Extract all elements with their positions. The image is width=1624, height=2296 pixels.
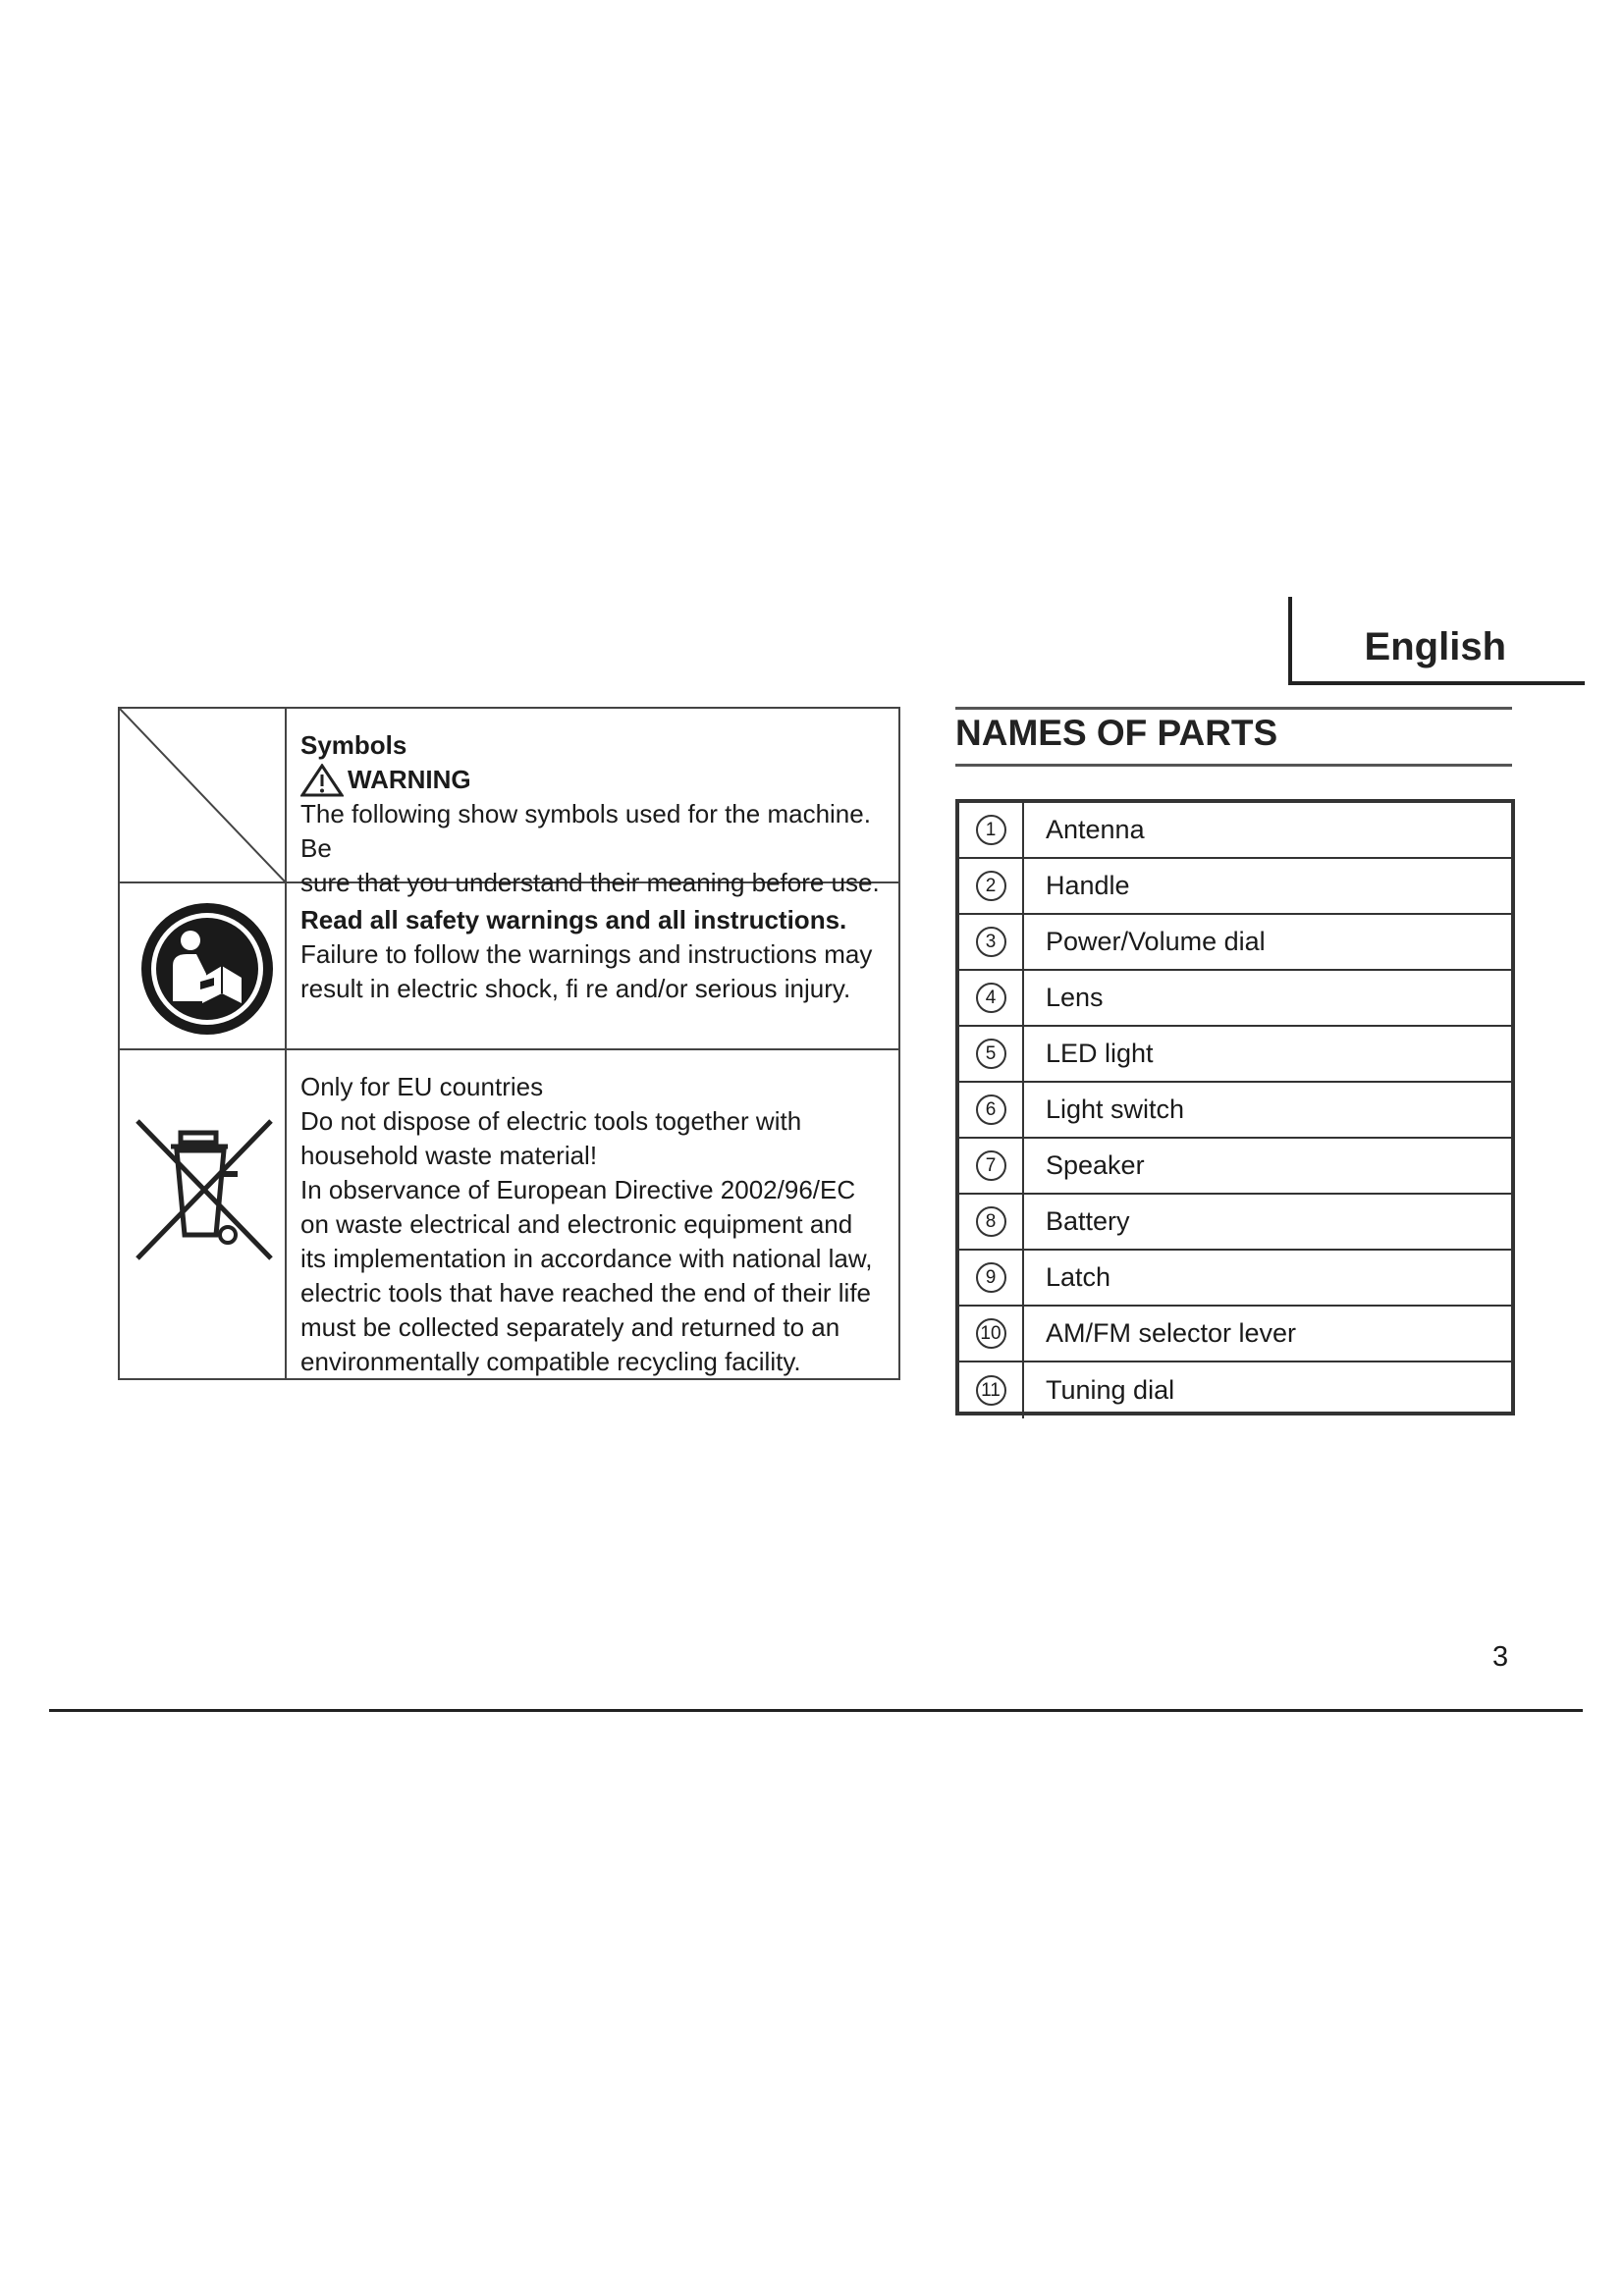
- part-number: 11: [976, 1375, 1006, 1406]
- parts-row: [959, 915, 1511, 971]
- warning-triangle-icon: [300, 764, 344, 797]
- intro-line: The following show symbols used for the machine. Be: [300, 799, 871, 863]
- part-name: Lens: [1046, 983, 1104, 1012]
- part-number: 1: [976, 815, 1006, 845]
- parts-title-bottom-rule: [955, 764, 1512, 767]
- read-manual-line: result in electric shock, fi re and/or serious injury.: [300, 974, 851, 1003]
- warning-label: WARNING: [348, 765, 471, 794]
- parts-title-top-rule: [955, 707, 1512, 710]
- read-manual-heading: Read all safety warnings and all instructions.: [300, 905, 847, 934]
- part-number: 4: [976, 983, 1006, 1013]
- parts-row: [959, 971, 1511, 1027]
- language-label: English: [1364, 625, 1506, 668]
- part-number: 7: [976, 1150, 1006, 1181]
- warning-line: [300, 763, 889, 797]
- part-number: 3: [976, 927, 1006, 957]
- weee-line: on waste electrical and electronic equipment and: [300, 1209, 853, 1239]
- weee-line: electric tools that have reached the end of their life: [300, 1278, 872, 1308]
- part-number: 8: [976, 1206, 1006, 1237]
- footer-rule: [49, 1709, 1583, 1712]
- diagonal-cell: [120, 709, 287, 881]
- symbols-row-weee: [120, 1050, 898, 1378]
- diagonal-line-icon: [120, 709, 285, 881]
- part-number: 9: [976, 1262, 1006, 1293]
- part-name: AM/FM selector lever: [1046, 1318, 1297, 1348]
- read-manual-cell: [120, 883, 287, 1048]
- read-manual-icon: [120, 883, 285, 1048]
- parts-row: [959, 1307, 1511, 1362]
- weee-line: Only for EU countries: [300, 1072, 544, 1101]
- crossed-bin-icon: [120, 1050, 285, 1378]
- parts-row: [959, 1083, 1511, 1139]
- part-name: LED light: [1046, 1039, 1154, 1068]
- part-name: Power/Volume dial: [1046, 927, 1266, 956]
- parts-row: [959, 1251, 1511, 1307]
- part-name: Handle: [1046, 871, 1130, 900]
- parts-title: NAMES OF PARTS: [955, 713, 1278, 753]
- part-number: 6: [976, 1095, 1006, 1125]
- part-name: Tuning dial: [1046, 1375, 1175, 1405]
- weee-line: household waste material!: [300, 1141, 598, 1170]
- parts-row: [959, 1027, 1511, 1083]
- parts-table: [955, 799, 1515, 1415]
- weee-cell: [120, 1050, 287, 1378]
- part-number: 2: [976, 871, 1006, 901]
- part-name: Antenna: [1046, 815, 1145, 844]
- parts-row: [959, 1362, 1511, 1418]
- weee-line: must be collected separately and returned to an: [300, 1312, 840, 1342]
- parts-row: [959, 859, 1511, 915]
- part-name: Speaker: [1046, 1150, 1145, 1180]
- weee-line: Do not dispose of electric tools together with: [300, 1106, 802, 1136]
- parts-row: [959, 1195, 1511, 1251]
- weee-text: [300, 1070, 889, 1378]
- parts-row: [959, 1139, 1511, 1195]
- weee-line: environmentally compatible recycling facility.: [300, 1347, 801, 1376]
- intro-line: sure that you understand their meaning before use.: [300, 868, 880, 897]
- part-number: 10: [976, 1318, 1006, 1349]
- symbols-row-read-manual: [120, 883, 898, 1050]
- read-manual-line: Failure to follow the warnings and instructions may: [300, 939, 873, 969]
- parts-row: [959, 803, 1511, 859]
- weee-line: In observance of European Directive 2002/96/EC: [300, 1175, 856, 1204]
- symbols-heading: Symbols: [300, 730, 407, 760]
- read-manual-text: [300, 903, 889, 1048]
- symbols-intro-text: [300, 728, 889, 897]
- part-name: Latch: [1046, 1262, 1111, 1292]
- part-name: Light switch: [1046, 1095, 1185, 1124]
- weee-line: its implementation in accordance with national law,: [300, 1244, 873, 1273]
- part-name: Battery: [1046, 1206, 1130, 1236]
- language-tab: [1288, 597, 1585, 685]
- symbols-row-intro: [120, 709, 898, 897]
- part-number: 5: [976, 1039, 1006, 1069]
- page-number: 3: [1492, 1641, 1509, 1673]
- symbols-table: [118, 707, 900, 1380]
